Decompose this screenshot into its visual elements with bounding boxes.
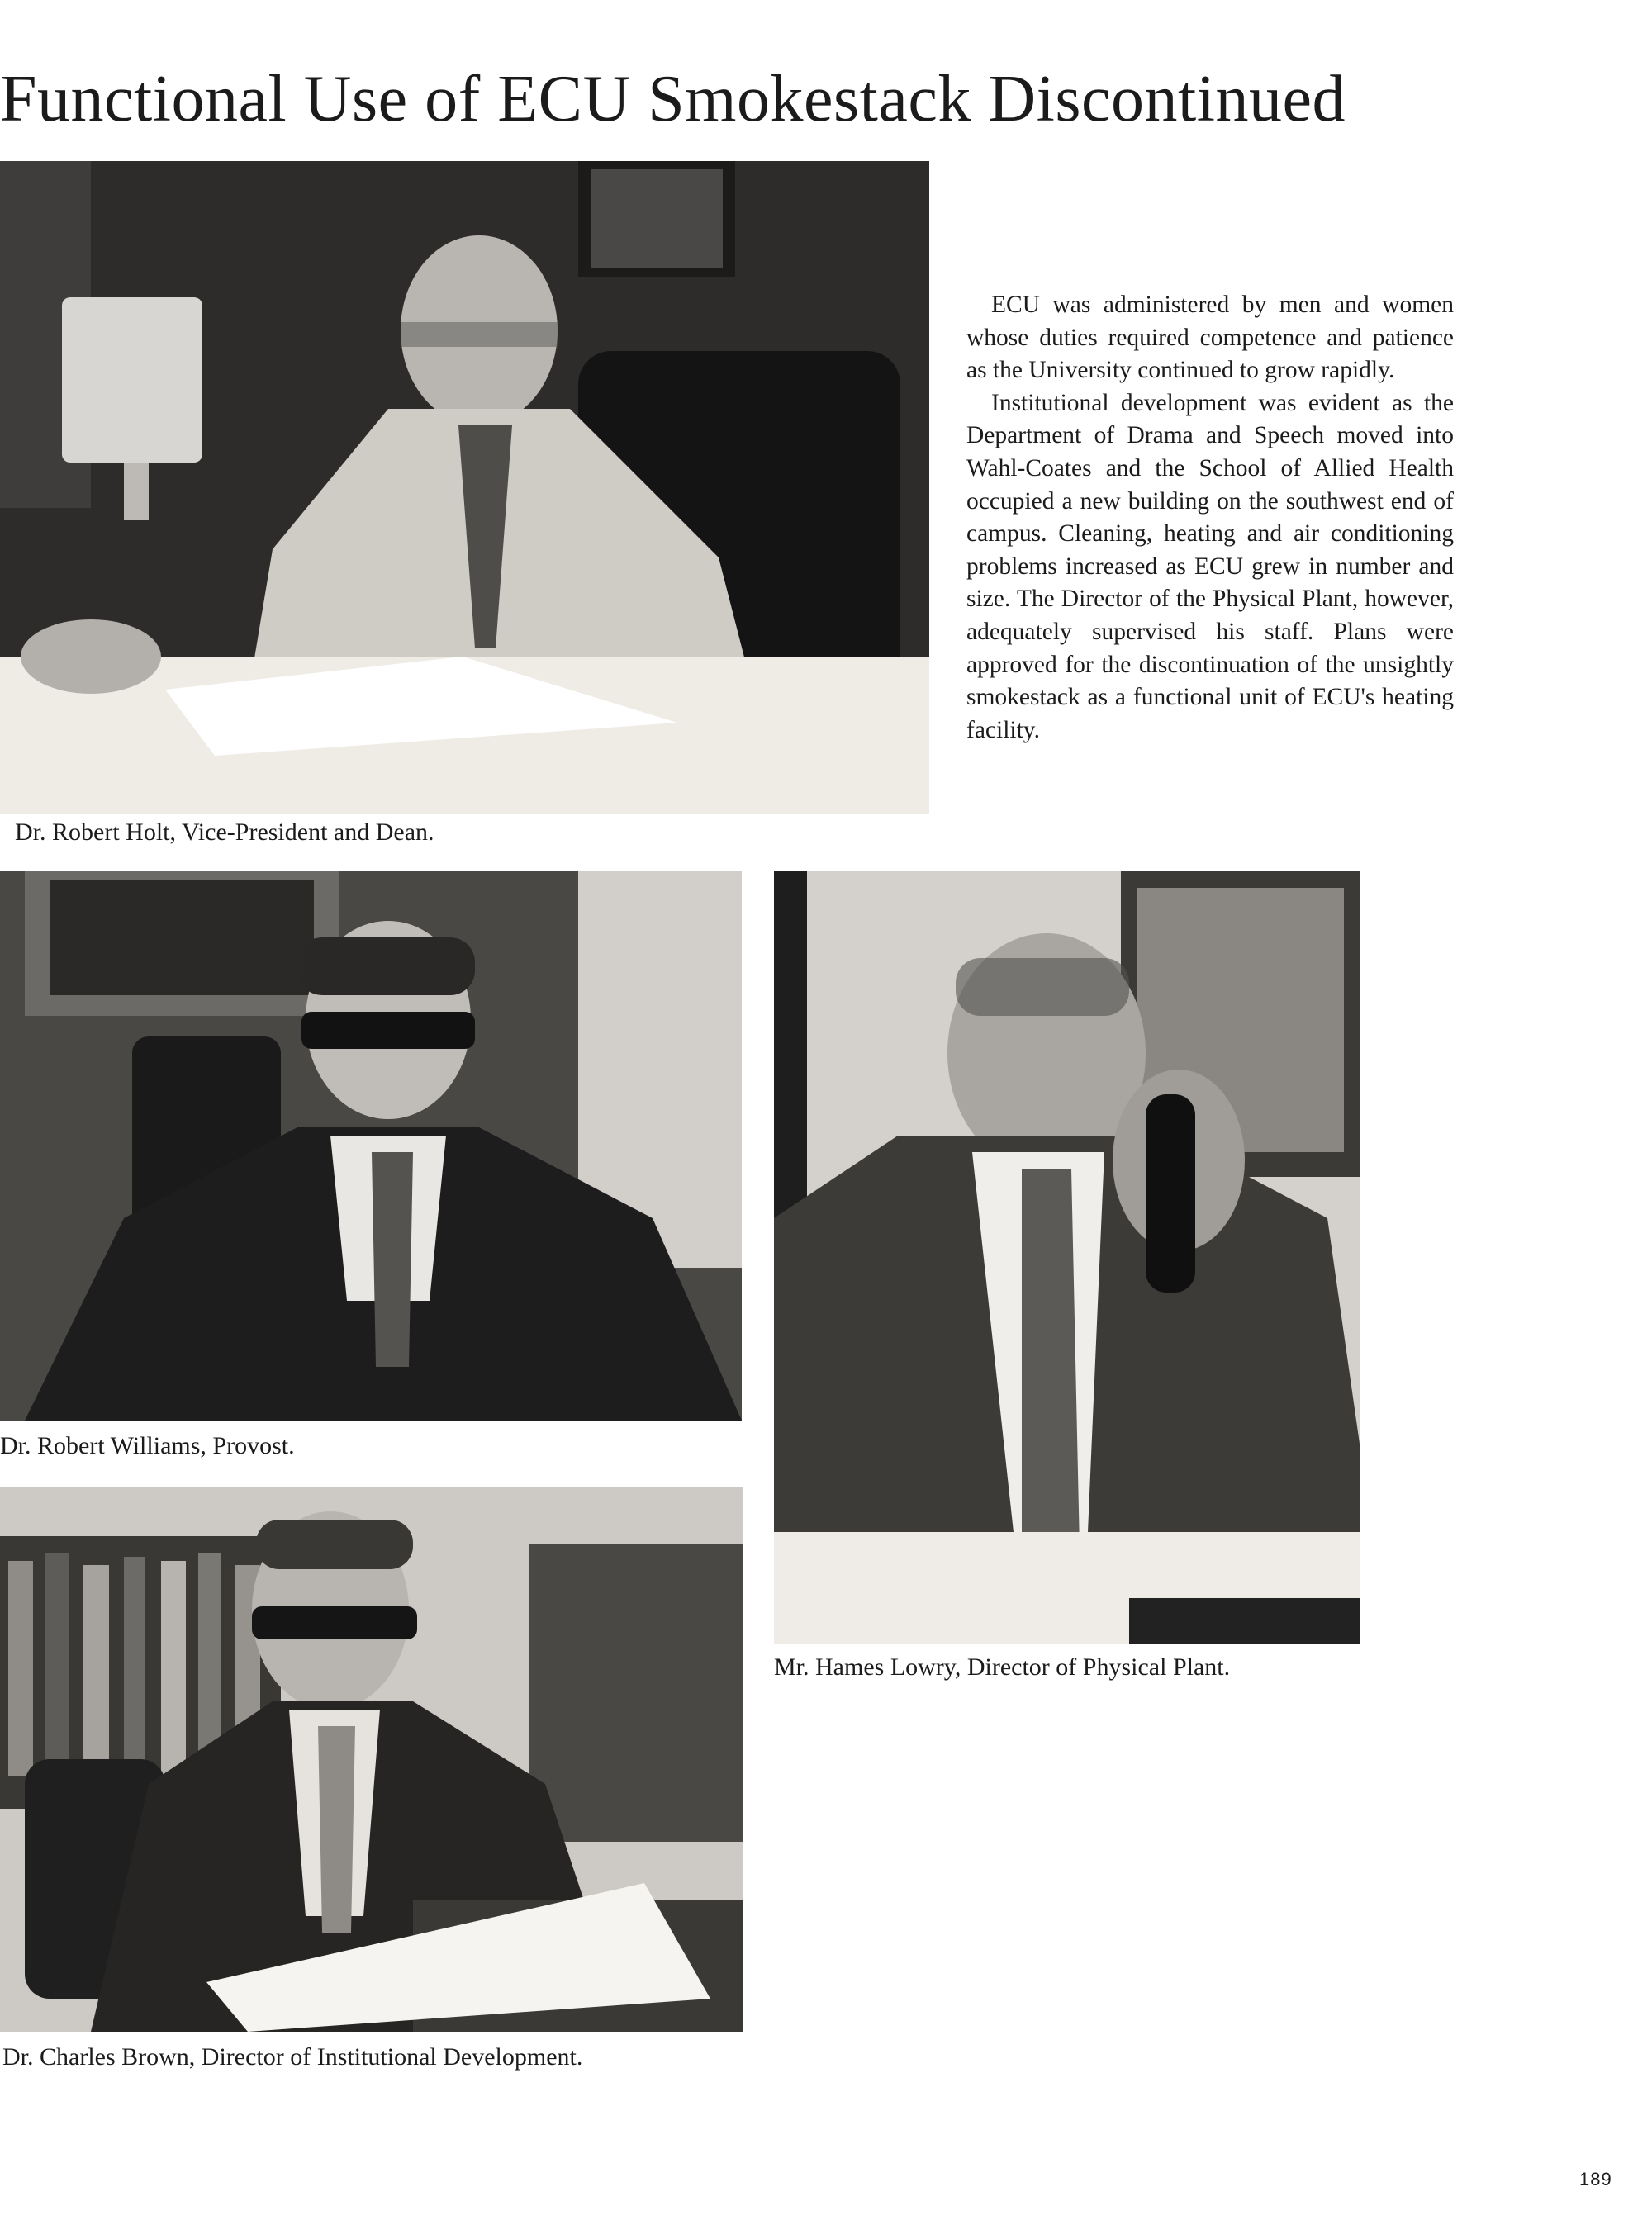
page-number: 189 — [1579, 2169, 1612, 2189]
article-paragraph: Institutional development was evident as the Department of Drama and Speech moved into Wahl-Coates and the School of Allied Health occupied a new building on the southwest end of campus. Cleaning, heating and air conditioning problems increased as ECU grew in number and size. The Director of the Physical Plant, however, adequately supervised his staff. Plans were approved for the discontinuation of the unsightly smokestack as a functional unit of ECU's heating facility. — [966, 389, 1454, 743]
photo-charles-brown — [0, 1487, 743, 2032]
photo-robert-williams — [0, 871, 742, 1421]
article-text — [966, 289, 1454, 747]
caption-robert-holt: Dr. Robert Holt, Vice-President and Dean. — [15, 818, 434, 846]
caption-hames-lowry: Mr. Hames Lowry, Director of Physical Plant. — [774, 1653, 1231, 1681]
photo-hames-lowry — [774, 871, 1360, 1644]
caption-robert-williams: Dr. Robert Williams, Provost. — [0, 1432, 295, 1459]
page-title: Functional Use of ECU Smokestack Discontinued — [0, 63, 1346, 135]
article-paragraph: ECU was administered by men and women whose duties required competence and patience as the University continued to grow rapidly. — [966, 292, 1454, 384]
caption-charles-brown: Dr. Charles Brown, Director of Institutional Development. — [2, 2043, 583, 2071]
photo-robert-holt — [0, 161, 929, 814]
